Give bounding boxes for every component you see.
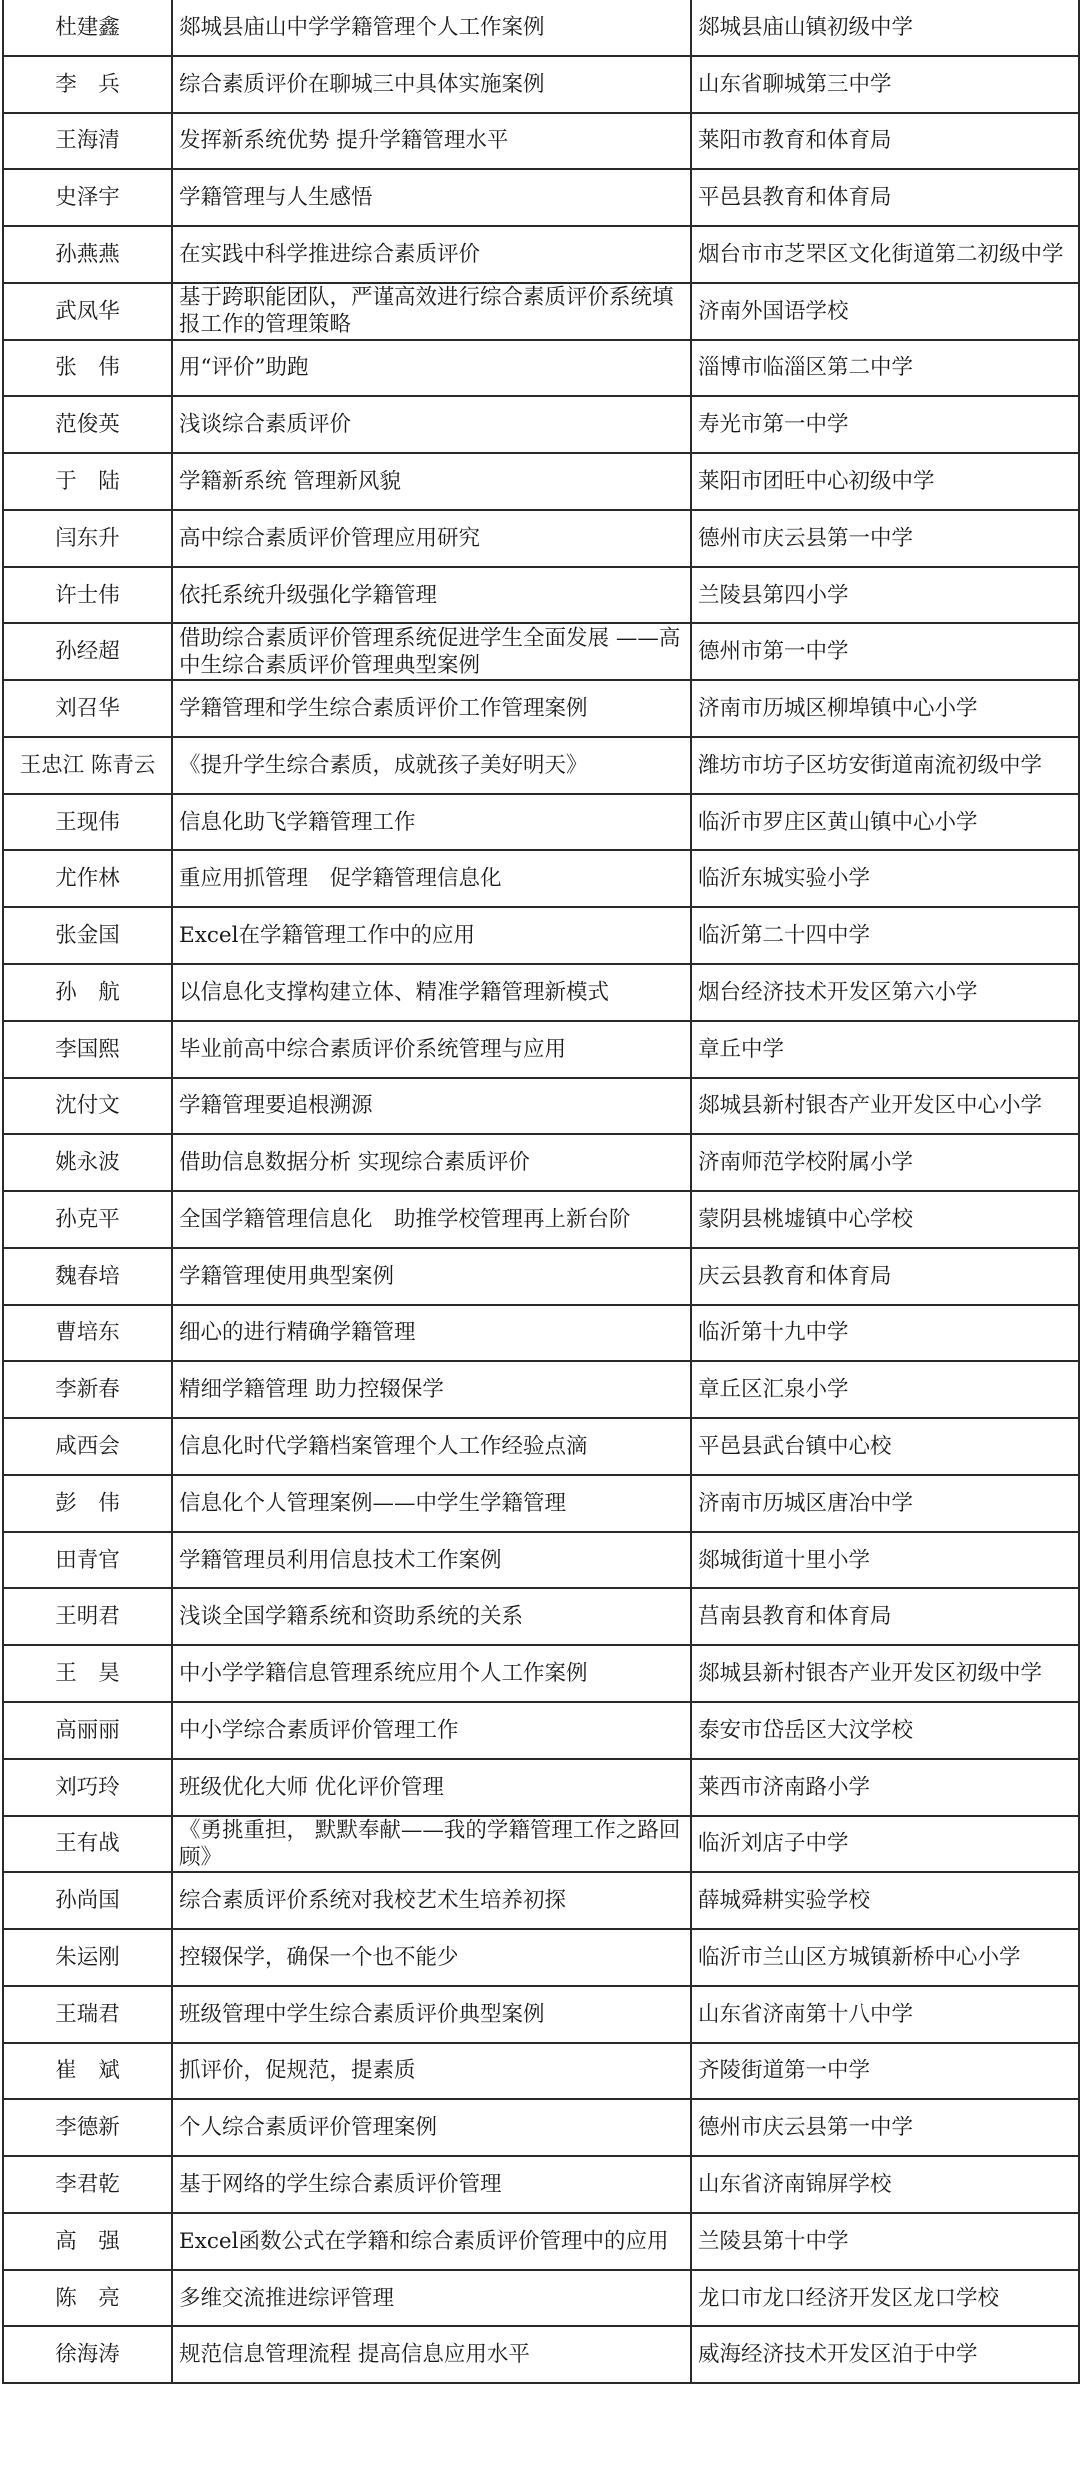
school-name-cell: 平邑县教育和体育局 (691, 169, 1079, 226)
table-row (3, 2270, 1079, 2327)
school-name-cell: 蒙阴县桃墟镇中心学校 (691, 1191, 1079, 1248)
school-name-cell: 山东省济南锦屏学校 (691, 2156, 1079, 2213)
table-row (3, 907, 1079, 964)
case-title-cell: 个人综合素质评价管理案例 (172, 2099, 691, 2156)
table-row (3, 1191, 1079, 1248)
author-name-cell: 王忠江 陈青云 (3, 737, 172, 794)
school-name-cell: 威海经济技术开发区泊于中学 (691, 2326, 1079, 2383)
author-name-cell: 王明君 (3, 1588, 172, 1645)
author-name-cell: 于 陆 (3, 453, 172, 510)
table-row (3, 1418, 1079, 1475)
table-row (3, 2156, 1079, 2213)
table-row (3, 2043, 1079, 2100)
author-name-cell: 李国熙 (3, 1021, 172, 1078)
author-name-cell: 徐海涛 (3, 2326, 172, 2383)
table-row (3, 1021, 1079, 1078)
author-name-cell: 孙经超 (3, 623, 172, 680)
case-title-cell: 综合素质评价系统对我校艺术生培养初探 (172, 1872, 691, 1929)
school-name-cell: 德州市庆云县第一中学 (691, 2099, 1079, 2156)
school-name-cell: 临沂刘店子中学 (691, 1816, 1079, 1873)
school-name-cell: 齐陵街道第一中学 (691, 2043, 1079, 2100)
case-title-cell: 浅谈综合素质评价 (172, 396, 691, 453)
case-title-cell: 郯城县庙山中学学籍管理个人工作案例 (172, 0, 691, 56)
table-row (3, 1986, 1079, 2043)
case-title-cell: 学籍管理要追根溯源 (172, 1078, 691, 1135)
table-row (3, 850, 1079, 907)
author-name-cell: 魏春培 (3, 1248, 172, 1305)
table-row (3, 567, 1079, 624)
school-name-cell: 济南市历城区柳埠镇中心小学 (691, 680, 1079, 737)
school-name-cell: 山东省济南第十八中学 (691, 1986, 1079, 2043)
school-name-cell: 济南市历城区唐冶中学 (691, 1475, 1079, 1532)
author-name-cell: 曹培东 (3, 1305, 172, 1362)
table-row (3, 1645, 1079, 1702)
author-name-cell: 孙燕燕 (3, 226, 172, 283)
author-name-cell: 武凤华 (3, 283, 172, 340)
table-row (3, 1361, 1079, 1418)
author-name-cell: 李 兵 (3, 56, 172, 113)
case-title-cell: 中小学学籍信息管理系统应用个人工作案例 (172, 1645, 691, 1702)
table-row (3, 680, 1079, 737)
author-name-cell: 崔 斌 (3, 2043, 172, 2100)
school-name-cell: 临沂市兰山区方城镇新桥中心小学 (691, 1929, 1079, 1986)
author-name-cell: 刘巧玲 (3, 1759, 172, 1816)
author-name-cell: 姚永波 (3, 1134, 172, 1191)
school-name-cell: 郯城街道十里小学 (691, 1532, 1079, 1589)
author-name-cell: 沈付文 (3, 1078, 172, 1135)
author-name-cell: 孙 航 (3, 964, 172, 1021)
table-row (3, 1702, 1079, 1759)
school-name-cell: 临沂东城实验小学 (691, 850, 1079, 907)
school-name-cell: 郯城县新村银杏产业开发区中心小学 (691, 1078, 1079, 1135)
author-name-cell: 闫东升 (3, 510, 172, 567)
school-name-cell: 山东省聊城第三中学 (691, 56, 1079, 113)
school-name-cell: 章丘区汇泉小学 (691, 1361, 1079, 1418)
author-name-cell: 高丽丽 (3, 1702, 172, 1759)
author-name-cell: 尤作林 (3, 850, 172, 907)
table-row (3, 169, 1079, 226)
award-list-table (2, 0, 1080, 2384)
table-row (3, 794, 1079, 851)
table-row (3, 2099, 1079, 2156)
case-title-cell: 综合素质评价在聊城三中具体实施案例 (172, 56, 691, 113)
author-name-cell: 王 昊 (3, 1645, 172, 1702)
table-row (3, 1872, 1079, 1929)
case-title-cell: 高中综合素质评价管理应用研究 (172, 510, 691, 567)
case-title-cell: 信息化时代学籍档案管理个人工作经验点滴 (172, 1418, 691, 1475)
author-name-cell: 朱运刚 (3, 1929, 172, 1986)
school-name-cell: 庆云县教育和体育局 (691, 1248, 1079, 1305)
case-title-cell: 发挥新系统优势 提升学籍管理水平 (172, 113, 691, 170)
school-name-cell: 郯城县庙山镇初级中学 (691, 0, 1079, 56)
author-name-cell: 王海清 (3, 113, 172, 170)
case-title-cell: 浅谈全国学籍系统和资助系统的关系 (172, 1588, 691, 1645)
school-name-cell: 章丘中学 (691, 1021, 1079, 1078)
case-title-cell: 信息化个人管理案例——中学生学籍管理 (172, 1475, 691, 1532)
table-row (3, 1532, 1079, 1589)
author-name-cell: 咸西会 (3, 1418, 172, 1475)
case-title-cell: 《提升学生综合素质，成就孩子美好明天》 (172, 737, 691, 794)
table-row (3, 1588, 1079, 1645)
school-name-cell: 莒南县教育和体育局 (691, 1588, 1079, 1645)
author-name-cell: 田青官 (3, 1532, 172, 1589)
school-name-cell: 淄博市临淄区第二中学 (691, 340, 1079, 397)
case-title-cell: 基于网络的学生综合素质评价管理 (172, 2156, 691, 2213)
school-name-cell: 临沂第二十四中学 (691, 907, 1079, 964)
table-row (3, 453, 1079, 510)
school-name-cell: 郯城县新村银杏产业开发区初级中学 (691, 1645, 1079, 1702)
author-name-cell: 张 伟 (3, 340, 172, 397)
case-title-cell: 以信息化支撑构建立体、精准学籍管理新模式 (172, 964, 691, 1021)
school-name-cell: 龙口市龙口经济开发区龙口学校 (691, 2270, 1079, 2327)
school-name-cell: 泰安市岱岳区大汶学校 (691, 1702, 1079, 1759)
author-name-cell: 孙尚国 (3, 1872, 172, 1929)
author-name-cell: 孙克平 (3, 1191, 172, 1248)
author-name-cell: 彭 伟 (3, 1475, 172, 1532)
table-row (3, 283, 1079, 340)
author-name-cell: 王有战 (3, 1816, 172, 1873)
case-title-cell: 借助信息数据分析 实现综合素质评价 (172, 1134, 691, 1191)
author-name-cell: 范俊英 (3, 396, 172, 453)
case-title-cell: 用“评价”助跑 (172, 340, 691, 397)
school-name-cell: 德州市庆云县第一中学 (691, 510, 1079, 567)
school-name-cell: 平邑县武台镇中心校 (691, 1418, 1079, 1475)
school-name-cell: 莱阳市团旺中心初级中学 (691, 453, 1079, 510)
author-name-cell: 李德新 (3, 2099, 172, 2156)
case-title-cell: 基于跨职能团队，严谨高效进行综合素质评价系统填报工作的管理策略 (172, 283, 691, 340)
school-name-cell: 薛城舜耕实验学校 (691, 1872, 1079, 1929)
table-row (3, 1475, 1079, 1532)
case-title-cell: 班级管理中学生综合素质评价典型案例 (172, 1986, 691, 2043)
table-row (3, 56, 1079, 113)
case-title-cell: 在实践中科学推进综合素质评价 (172, 226, 691, 283)
school-name-cell: 临沂市罗庄区黄山镇中心小学 (691, 794, 1079, 851)
author-name-cell: 刘召华 (3, 680, 172, 737)
table-row (3, 1816, 1079, 1873)
school-name-cell: 德州市第一中学 (691, 623, 1079, 680)
table-row (3, 1759, 1079, 1816)
author-name-cell: 许士伟 (3, 567, 172, 624)
author-name-cell: 李君乾 (3, 2156, 172, 2213)
author-name-cell: 史泽宇 (3, 169, 172, 226)
table-row (3, 964, 1079, 1021)
case-title-cell: 学籍新系统 管理新风貌 (172, 453, 691, 510)
author-name-cell: 李新春 (3, 1361, 172, 1418)
school-name-cell: 济南外国语学校 (691, 283, 1079, 340)
case-title-cell: 重应用抓管理 促学籍管理信息化 (172, 850, 691, 907)
table-row (3, 1929, 1079, 1986)
case-title-cell: 信息化助飞学籍管理工作 (172, 794, 691, 851)
author-name-cell: 张金国 (3, 907, 172, 964)
case-title-cell: 学籍管理与人生感悟 (172, 169, 691, 226)
case-title-cell: 精细学籍管理 助力控辍保学 (172, 1361, 691, 1418)
table-row (3, 1134, 1079, 1191)
author-name-cell: 陈 亮 (3, 2270, 172, 2327)
table-row (3, 1078, 1079, 1135)
table-row (3, 340, 1079, 397)
author-name-cell: 高 强 (3, 2213, 172, 2270)
table-row (3, 2213, 1079, 2270)
case-title-cell: 规范信息管理流程 提高信息应用水平 (172, 2326, 691, 2383)
table-row (3, 0, 1079, 56)
school-name-cell: 临沂第十九中学 (691, 1305, 1079, 1362)
case-title-cell: 班级优化大师 优化评价管理 (172, 1759, 691, 1816)
school-name-cell: 兰陵县第四小学 (691, 567, 1079, 624)
case-title-cell: 控辍保学，确保一个也不能少 (172, 1929, 691, 1986)
case-title-cell: 细心的进行精确学籍管理 (172, 1305, 691, 1362)
table-row (3, 737, 1079, 794)
school-name-cell: 兰陵县第十中学 (691, 2213, 1079, 2270)
school-name-cell: 潍坊市坊子区坊安街道南流初级中学 (691, 737, 1079, 794)
author-name-cell: 王现伟 (3, 794, 172, 851)
case-title-cell: Excel在学籍管理工作中的应用 (172, 907, 691, 964)
author-name-cell: 王瑞君 (3, 1986, 172, 2043)
case-title-cell: 借助综合素质评价管理系统促进学生全面发展 ——高中生综合素质评价管理典型案例 (172, 623, 691, 680)
table-body (3, 0, 1079, 2383)
case-title-cell: 中小学综合素质评价管理工作 (172, 1702, 691, 1759)
table-row (3, 1248, 1079, 1305)
case-title-cell: 全国学籍管理信息化 助推学校管理再上新台阶 (172, 1191, 691, 1248)
case-title-cell: 多维交流推进综评管理 (172, 2270, 691, 2327)
school-name-cell: 济南师范学校附属小学 (691, 1134, 1079, 1191)
table-row (3, 1305, 1079, 1362)
table-row (3, 510, 1079, 567)
case-title-cell: 学籍管理和学生综合素质评价工作管理案例 (172, 680, 691, 737)
table-row (3, 2326, 1079, 2383)
case-title-cell: 《勇挑重担， 默默奉献——我的学籍管理工作之路回顾》 (172, 1816, 691, 1873)
school-name-cell: 莱阳市教育和体育局 (691, 113, 1079, 170)
case-title-cell: 学籍管理员利用信息技术工作案例 (172, 1532, 691, 1589)
school-name-cell: 烟台市市芝罘区文化街道第二初级中学 (691, 226, 1079, 283)
table-row (3, 623, 1079, 680)
case-title-cell: 依托系统升级强化学籍管理 (172, 567, 691, 624)
case-title-cell: 学籍管理使用典型案例 (172, 1248, 691, 1305)
case-title-cell: 毕业前高中综合素质评价系统管理与应用 (172, 1021, 691, 1078)
case-title-cell: 抓评价，促规范，提素质 (172, 2043, 691, 2100)
case-title-cell: Excel函数公式在学籍和综合素质评价管理中的应用 (172, 2213, 691, 2270)
school-name-cell: 烟台经济技术开发区第六小学 (691, 964, 1079, 1021)
table-row (3, 226, 1079, 283)
table-row (3, 113, 1079, 170)
school-name-cell: 寿光市第一中学 (691, 396, 1079, 453)
author-name-cell: 杜建鑫 (3, 0, 172, 56)
table-row (3, 396, 1079, 453)
school-name-cell: 莱西市济南路小学 (691, 1759, 1079, 1816)
